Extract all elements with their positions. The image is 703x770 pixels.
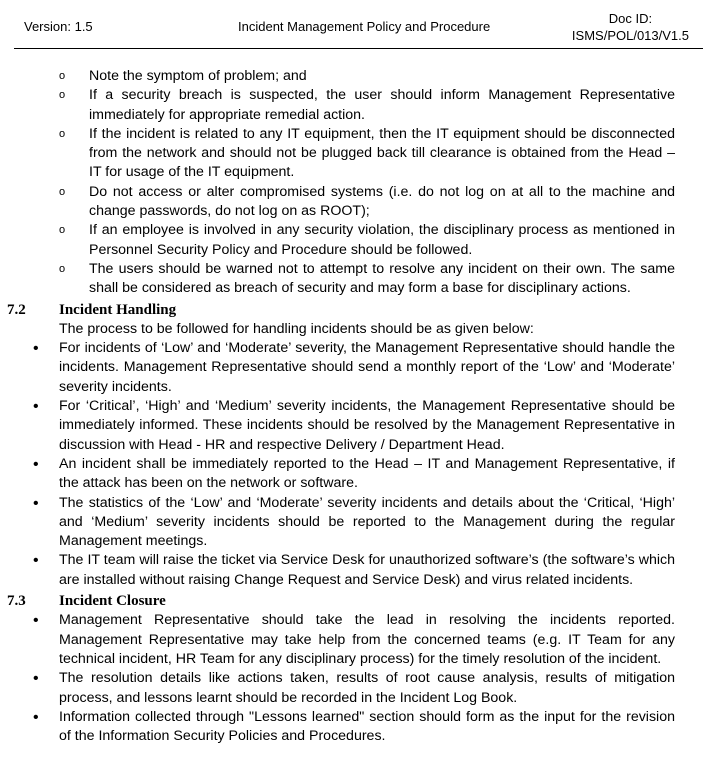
bullet-item: • For incidents of ‘Low’ and ‘Moderate’ severity, the Management Representative should handle the incidents. Management Representative should send a monthly report of the ‘Low’ and ‘Moderate’ severity incidents.	[33, 340, 675, 395]
bullet-icon: •	[33, 455, 39, 473]
bullet-item: • For ‘Critical’, ‘High’ and ‘Medium’ severity incidents, the Management Representative should be immediately informed. These incidents should be resolved by the Management Representative in discussion with Head - HR and respective Delivery / Department Head.	[33, 398, 675, 453]
bullet-icon: •	[33, 708, 39, 726]
section-heading	[0, 592, 703, 611]
doc-id	[572, 10, 689, 44]
page-header	[14, 0, 703, 49]
bullet-item: • An incident shall be immediately reported to the Head – IT and Management Representative, if the attack has been on the network or software.	[33, 455, 675, 492]
section-incident-closure	[0, 592, 703, 746]
section-number: 7.2	[7, 301, 26, 318]
sub-bullet-item: o If an employee is involved in any security violation, the disciplinary process as mentioned in Personnel Security Policy and Procedure should be followed.	[59, 222, 675, 258]
section-title: Incident Handling	[59, 301, 177, 318]
sub-bullet-item: o The users should be warned not to attempt to resolve any incident on their own. The same shall be considered as breach of security and may form a base for disciplinary actions.	[59, 260, 675, 297]
section-incident-handling	[0, 301, 703, 590]
bullet-item: • The statistics of the ‘Low’ and ‘Moderate’ severity incidents and details about the ‘Critical, ‘High’ and ‘Medium’ severity incidents should be reported to the Management during the regular Management meetings.	[33, 494, 675, 550]
bullet-item: • Information collected through "Lessons learned" section should form as the input for the revision of the Information Security Policies and Procedures.	[33, 708, 675, 745]
document-title: Incident Management Policy and Procedure	[238, 19, 491, 34]
version-label: Version: 1.5	[24, 19, 93, 34]
sub-bullet-item: o If the incident is related to any IT equipment, then the IT equipment should be disconnected from the network and should not be plugged back till clearance is obtained from the Head – IT for usage of the IT equipment.	[59, 125, 675, 181]
hollow-circle-bullet-icon: o	[59, 70, 66, 82]
hollow-circle-bullet-icon: o	[59, 262, 66, 275]
hollow-circle-bullet-icon: o	[59, 127, 66, 140]
sub-bullet-item: o Note the symptom of problem; and	[0, 67, 703, 86]
doc-id-label: Doc ID:	[608, 11, 653, 26]
bullet-icon: •	[33, 340, 39, 358]
section-intro: The process to be followed for handling incidents should be as given below:	[59, 320, 534, 337]
section-heading	[0, 301, 703, 320]
document-body	[0, 67, 703, 746]
hollow-circle-bullet-icon: o	[59, 224, 66, 237]
doc-id-value: ISMS/POL/013/V1.5	[571, 28, 689, 43]
bullet-icon: •	[33, 612, 39, 630]
sub-bullet-list	[0, 67, 703, 299]
bullet-item: • Management Representative should take the lead in resolving the incidents reported. Management Representative may take help from the concerned teams (e.g. IT Team for any technical incident, HR Team for any disciplinary process) for the timely resolution of the incident.	[33, 612, 675, 667]
sub-bullet-item: o Do not access or alter compromised systems (i.e. do not log on at all to the machine and change passwords, do not log on as ROOT);	[59, 183, 675, 220]
section-number: 7.3	[7, 593, 26, 610]
sub-bullet-item: o If a security breach is suspected, the user should inform Management Representative immediately for appropriate remedial action.	[59, 87, 675, 123]
hollow-circle-bullet-icon: o	[59, 185, 66, 198]
bullet-icon: •	[33, 670, 39, 688]
bullet-icon: •	[33, 552, 39, 570]
bullet-icon: •	[33, 398, 39, 416]
hollow-circle-bullet-icon: o	[59, 89, 66, 102]
bullet-item: • The resolution details like actions taken, results of root cause analysis, results of mitigation process, and lessons learnt should be recorded in the Incident Log Book.	[33, 670, 675, 706]
section-title: Incident Closure	[59, 593, 166, 610]
bullet-item: • The IT team will raise the ticket via Service Desk for unauthorized software’s (the software’s which are installed without raising Change Request and Service Desk) and virus related incidents.	[33, 552, 675, 588]
bullet-icon: •	[33, 494, 39, 512]
